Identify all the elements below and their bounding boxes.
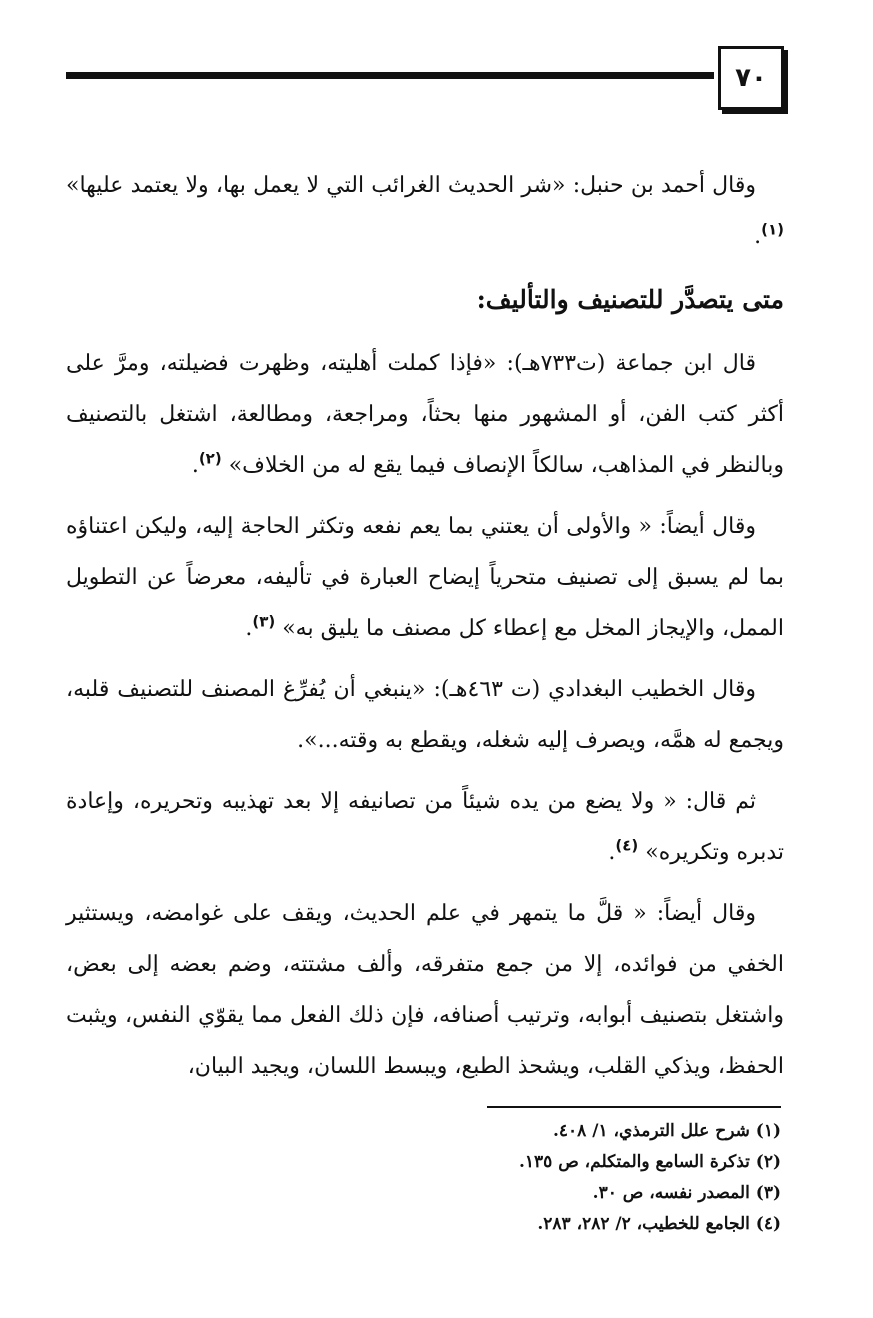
header-rule (66, 72, 714, 79)
main-text (66, 160, 784, 1102)
paragraph-text: وقال الخطيب البغدادي (ت ٤٦٣هـ): «ينبغي أن يُفرِّغ المصنف للتصنيف قلبه، ويجمع له همَّه، ويصرف إليه شغله، ويقطع به وقته...». (66, 677, 784, 753)
paragraph-ibn-jamaa-2: وقال أيضاً: « والأولى أن يعتني بما يعم نفعه وتكثر الحاجة إليه، وليكن اعتناؤه بما لم يسبق إلى تصنيف متحرياً إيضاح العبارة في تأليفه، معرضاً عن التطويل الممل، والإيجاز المخل مع إعطاء كل مصنف ما يليق به» $^{(٣)}$. (66, 514, 784, 641)
paragraph-text: وقال أيضاً: « والأولى أن يعتني بما يعم نفعه وتكثر الحاجة إليه، وليكن اعتناؤه بما لم يسبق إلى تصنيف متحرياً إيضاح العبارة في تأليفه، معرضاً عن التطويل الممل، والإيجاز المخل مع إعطاء كل مصنف ما يليق به» (66, 514, 784, 641)
paragraph-khatib-3 (66, 888, 784, 1092)
page-number: ٧٠ (718, 46, 784, 110)
page-header (64, 46, 784, 110)
section-heading: متى يتصدَّر للتصنيف والتأليف: (476, 285, 784, 314)
paragraph-text: ثم قال: « ولا يضع من يده شيئاً من تصانيفه إلا بعد تهذيبه وتحريره، وإعادة تدبره وتكريره» (66, 789, 784, 865)
footnote-divider (487, 1106, 781, 1108)
footnote-item: (٤) الجامع للخطيب، ٢/ ٢٨٢، ٢٨٣. (537, 1214, 781, 1234)
footnote-ref: (١) (761, 220, 784, 239)
paragraph-text: وقال أيضاً: « قلَّ ما يتمهر في علم الحديث، ويقف على غوامضه، ويستثير الخفي من فوائده، إلا من جمع متفرقه، وألف مشتته، وضم بعضه إلى بعض، واشتغل بتصنيف أبوابه، وترتيب أصنافه، فإن ذلك الفعل مما يقوّي النفس، ويثبت الحفظ، ويذكي القلب، ويشحذ الطبع، ويبسط اللسان، ويجيد البيان، (66, 901, 784, 1079)
paragraph-ibn-jamaa: قال ابن جماعة (ت٧٣٣هـ): «فإذا كملت أهليته، وظهرت فضيلته، ومرَّ على أكثر كتب الفن، أو المشهور منها بحثاً، ومراجعة، ومطالعة، اشتغل بالتصنيف وبالنظر في المذاهب، سالكاً الإنصاف فيما يقع له من الخلاف» $^{(٢)}$. (66, 351, 784, 478)
footnote-item: (١) شرح علل الترمذي، ١/ ٤٠٨. (553, 1121, 781, 1141)
footnote-ref: (٢) (198, 449, 222, 468)
footnote-item: (٢) تذكرة السامع والمتكلم، ص ١٣٥. (518, 1152, 781, 1172)
paragraph-text: قال ابن جماعة (ت٧٣٣هـ): «فإذا كملت أهليته، وظهرت فضيلته، ومرَّ على أكثر كتب الفن، أو المشهور منها بحثاً، ومراجعة، ومطالعة، اشتغل بالتصنيف وبالنظر في المذاهب، سالكاً الإنصاف فيما يقع له من الخلاف» (66, 351, 784, 478)
paragraph-khatib-2: ثم قال: « ولا يضع من يده شيئاً من تصانيفه إلا بعد تهذيبه وتحريره، وإعادة تدبره وتكريره» $^{(٤)}$. (66, 789, 784, 865)
paragraph-ahmad-ibn-hanbal: وقال أحمد بن حنبل: «شر الحديث الغرائب التي لا يعمل بها، ولا يعتمد عليها» $^{(١)}$. (66, 173, 784, 249)
paragraph-text: وقال أحمد بن حنبل: «شر الحديث الغرائب التي لا يعمل بها، ولا يعتمد عليها» (66, 173, 756, 198)
footnote-item: (٣) المصدر نفسه، ص ٣٠. (592, 1183, 781, 1203)
footnote-ref: (٣) (252, 612, 276, 631)
footnote-ref: (٤) (615, 836, 639, 855)
footnotes (221, 1116, 781, 1240)
paragraph-khatib (66, 664, 784, 766)
